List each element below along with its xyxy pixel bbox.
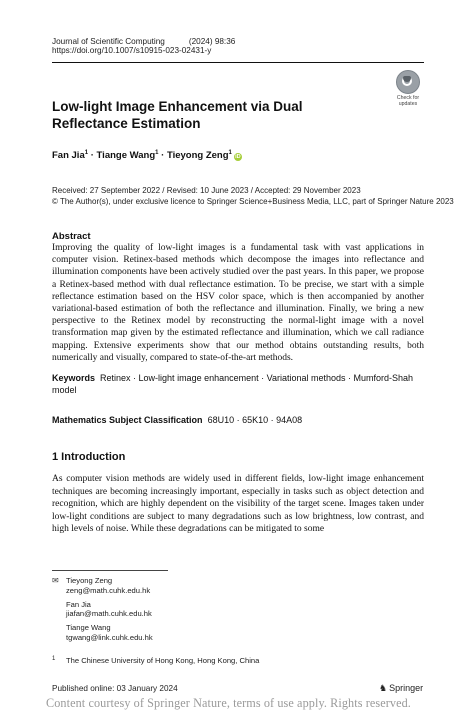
contact-entry (52, 576, 153, 596)
springer-horse-icon: ♞ (379, 683, 388, 693)
affiliation-footnote (52, 656, 259, 665)
abstract-heading: Abstract (52, 231, 91, 242)
keywords-label: Keywords (52, 373, 96, 383)
author-name: Fan Jia (52, 150, 85, 162)
author-affil-marker: 1 (155, 150, 159, 156)
contact-entry (52, 623, 153, 643)
keywords-text: Retinex · Low-light image enhancement · Variational methods · Mumford-Shah model (52, 373, 414, 395)
contact-name: Fan Jia (66, 599, 91, 609)
doi-link[interactable]: https://doi.org/10.1007/s10915-023-02431-y (52, 46, 212, 55)
introduction-text: As computer vision methods are widely used in different fields, low-light image enhancement techniques are becoming increasingly important, especially in tasks such as object detection and recognition, which are highly dependent on the visibility of the target scene. Images taken under low-light conditions are subject to many degradations such as low brightness, low contrast, and high levels of noise. While these degradations can be mitigated to some (52, 474, 424, 534)
author-separator: · (158, 150, 167, 162)
contact-entry (52, 600, 153, 620)
author-list (52, 150, 242, 161)
contact-block (52, 576, 153, 647)
affiliation-text: The Chinese University of Hong Kong, Hong Kong, China (66, 656, 260, 665)
abstract-text: Improving the quality of low-light images is a fundamental task with vast applications in computer vision. Retinex-based methods which decompose the images into reflectance and illumination components have been actively studied over the past years. In this paper, we propose a Retinex-based method with dual reflectance estimation. To be precise, we start with a simple reflectance estimation based on the HSV color space, which is then accompanied by another variational-based estimation of both the reflectance and illumination. Finally, we bring a new perspective to the Retinex model by reconstructing the normal-light image with a novel transformation map given by the estimated reflectance and illumination, which we call radiance mapping. Extensive experiments show that our method obtains outstanding results, both numerically and visually, compared to state-of-the-art methods. (52, 243, 424, 363)
check-for-updates-label: Check for updates (396, 95, 420, 107)
author-name: Tiange Wang (96, 150, 156, 162)
author-affil-marker: 1 (84, 150, 89, 156)
contact-name: Tiange Wang (66, 623, 111, 633)
author-name: Tieyong Zeng (166, 150, 229, 162)
section-heading: 1 Introduction (52, 451, 126, 463)
envelope-icon: ✉ (52, 576, 59, 585)
copyright-line: © The Author(s), under exclusive licence to Springer Science+Business Media, LLC, part of Springer Nature 2023 (52, 196, 454, 206)
contact-email[interactable]: zeng@math.cuhk.edu.hk (66, 585, 151, 595)
msc-label: Mathematics Subject Classification (52, 415, 203, 425)
article-history (52, 186, 454, 207)
check-for-updates-badge[interactable] (393, 70, 423, 107)
affiliation-number: 1 (52, 656, 56, 662)
msc-classification (52, 415, 302, 425)
publisher-name: Springer (389, 683, 424, 693)
publisher-logo (379, 683, 423, 694)
msc-codes: 68U10 · 65K10 · 94A08 (207, 415, 303, 425)
keywords (52, 372, 424, 396)
orcid-icon[interactable]: iD (235, 154, 241, 161)
author-affil-marker: 1 (228, 150, 232, 156)
published-date: Published online: 03 January 2024 (52, 684, 178, 693)
footnote-rule (52, 570, 168, 571)
contact-name: Tieyong Zeng (66, 576, 113, 585)
contact-email[interactable]: tgwang@link.cuhk.edu.hk (66, 632, 153, 642)
paper-title: Low-light Image Enhancement via Dual Reflectance Estimation (52, 99, 303, 131)
contact-email[interactable]: jiafan@math.cuhk.edu.hk (66, 609, 152, 619)
watermark: Content courtesy of Springer Nature, terms of use apply. Rights reserved. (46, 696, 411, 710)
author-separator: · (88, 150, 97, 162)
check-for-updates-icon (396, 70, 420, 94)
history-dates: Received: 27 September 2022 / Revised: 10 June 2023 / Accepted: 29 November 2023 (52, 186, 361, 195)
journal-name: Journal of Scientific Computing (52, 37, 165, 46)
header-rule (52, 62, 424, 63)
journal-volume: (2024) 98:36 (188, 37, 236, 46)
